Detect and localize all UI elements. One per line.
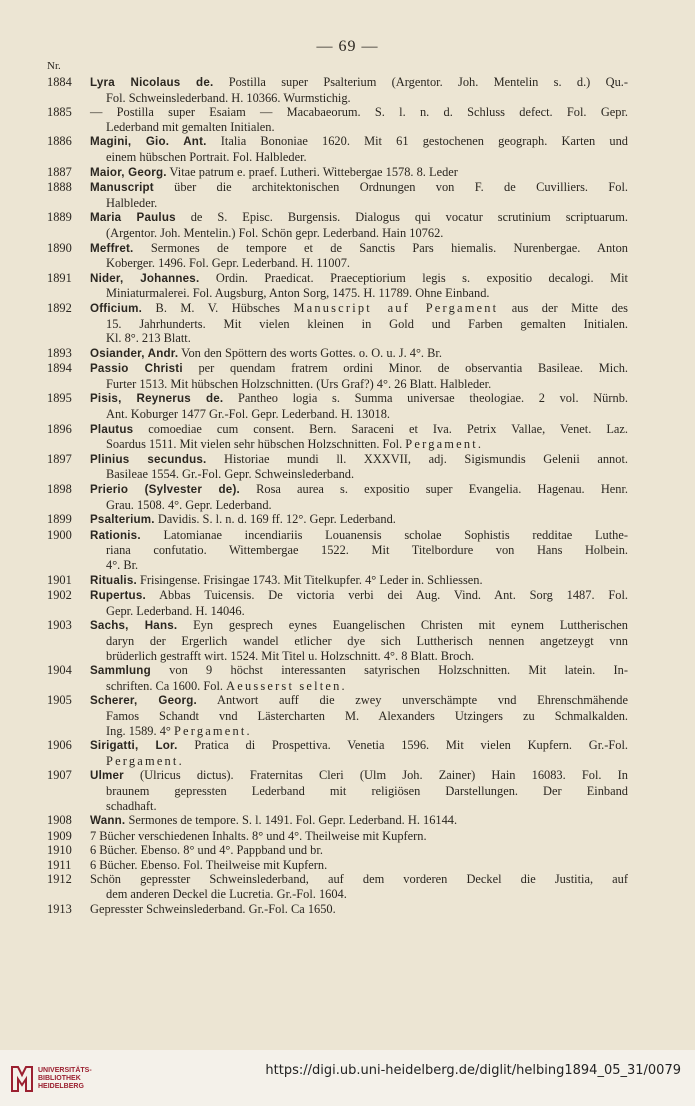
entry-author: Nider, Johannes. bbox=[90, 271, 200, 285]
entry-description: Grau. 1508. 4°. Gepr. Lederband. bbox=[106, 497, 272, 512]
entry-description: aus der Mitte des bbox=[498, 300, 628, 315]
entry-line bbox=[90, 618, 628, 634]
entry-author: Maria Paulus bbox=[90, 211, 176, 225]
entry-description: Lederband mit gemalten Initialen. bbox=[106, 119, 275, 134]
entry-line bbox=[90, 317, 628, 332]
source-url[interactable]: https://digi.ub.uni-heidelberg.de/diglit/helbing1894_05_31/0079 bbox=[265, 1063, 681, 1078]
entry-line bbox=[90, 134, 628, 150]
entry-author: Sachs, Hans. bbox=[90, 619, 178, 633]
entry-line bbox=[90, 543, 628, 558]
entry-author: Osiander, Andr. bbox=[90, 346, 179, 360]
entry-line bbox=[90, 286, 628, 301]
entry-number: 1887 bbox=[47, 164, 72, 179]
entry-number: 1895 bbox=[47, 391, 72, 406]
entry-description: per quendam fratrem ordini Minor. de observantia Basileae. Mich. bbox=[182, 361, 628, 376]
entry-text bbox=[90, 241, 628, 271]
catalogue-entry bbox=[0, 271, 695, 301]
entry-line bbox=[90, 120, 628, 135]
entry-line bbox=[90, 902, 628, 917]
institution-line: BIBLIOTHEK bbox=[38, 1075, 81, 1082]
entry-description: 4°. Br. bbox=[106, 558, 139, 572]
entry-number: 1907 bbox=[47, 768, 72, 783]
catalogue-entry bbox=[0, 829, 695, 844]
entry-text bbox=[90, 738, 628, 768]
entry-description: Ant. Koburger 1477 Gr.-Fol. Gepr. Lederband. H. 13018. bbox=[106, 407, 391, 422]
entry-emphasis: Pergament. bbox=[173, 723, 252, 738]
entry-text bbox=[90, 902, 628, 917]
entry-number: 1908 bbox=[47, 813, 72, 828]
catalogue-entry bbox=[0, 180, 695, 210]
entry-description: daryn der Ergerlich wandel etlicher dye sich Luttherisch nennen angetzeygt vnn bbox=[106, 633, 628, 648]
entry-line bbox=[90, 105, 628, 120]
catalogue-entry bbox=[0, 843, 695, 858]
entry-line bbox=[90, 843, 628, 858]
entry-line bbox=[90, 196, 628, 211]
entry-number: 1912 bbox=[47, 872, 72, 887]
entry-number: 1911 bbox=[47, 857, 72, 872]
entry-line bbox=[90, 512, 628, 528]
entry-line bbox=[90, 437, 628, 452]
institution-line: UNIVERSITÄTS- bbox=[38, 1067, 92, 1074]
entry-line bbox=[90, 165, 628, 181]
entry-line bbox=[90, 784, 628, 799]
entry-description: Basileae 1554. Gr.-Fol. Gepr. Schweinslederband. bbox=[106, 467, 355, 482]
entry-text bbox=[90, 452, 628, 482]
entry-description: Postilla super Psalterium (Argentor. Joh. Mentelin s. d.) Qu.- bbox=[213, 75, 628, 89]
entry-description: Frisingense. Frisingae 1743. Mit Titelkupfer. 4° Leder in. Schliessen. bbox=[136, 572, 483, 587]
catalogue-entry bbox=[0, 165, 695, 181]
entry-author: Plinius secundus. bbox=[90, 452, 207, 466]
entry-description: Gepresster Schweinslederband. Gr.-Fol. Ca 1650. bbox=[90, 901, 336, 916]
catalogue-entry bbox=[0, 301, 695, 346]
entry-author: Prierio (Sylvester de). bbox=[90, 483, 240, 497]
entry-line bbox=[90, 709, 628, 724]
entry-number: 1913 bbox=[47, 901, 72, 916]
entry-line bbox=[90, 361, 628, 377]
entry-emphasis: Manuscript auf Pergament bbox=[293, 300, 499, 315]
entry-description: schriften. Ca 1600. Fol. bbox=[106, 678, 227, 693]
entry-description: 6 Bücher. Ebenso. Fol. Theilweise mit Kupfern. bbox=[90, 857, 328, 872]
entry-description: Italia Bononiae 1620. Mit 61 gestochenen geograph. Karten und bbox=[206, 134, 628, 149]
entry-line bbox=[90, 558, 628, 573]
library-logo-icon bbox=[8, 1063, 36, 1095]
entry-line bbox=[90, 663, 628, 679]
entry-text bbox=[90, 105, 628, 134]
entry-number: 1888 bbox=[47, 180, 72, 195]
entry-description: Ing. 1589. 4° bbox=[106, 723, 174, 738]
entry-author: Officium. bbox=[90, 301, 143, 315]
entry-number: 1905 bbox=[47, 693, 72, 708]
entry-author: Meffret. bbox=[90, 241, 134, 255]
entry-description: Miniaturmalerei. Fol. Augsburg, Anton Sorg, 1475. H. 11789. Ohne Einband. bbox=[106, 286, 490, 301]
entry-line bbox=[90, 422, 628, 438]
catalogue-entry bbox=[0, 482, 695, 512]
entry-number: 1903 bbox=[47, 618, 72, 633]
entry-line bbox=[90, 738, 628, 754]
footer bbox=[0, 1050, 695, 1106]
entry-number: 1886 bbox=[47, 134, 72, 149]
entry-text bbox=[90, 843, 628, 858]
entry-line bbox=[90, 180, 628, 196]
entry-number: 1897 bbox=[47, 451, 72, 466]
entry-line bbox=[90, 679, 628, 694]
entry-text bbox=[90, 588, 628, 618]
entry-author: Passio Christi bbox=[90, 362, 183, 376]
entry-text bbox=[90, 75, 628, 105]
catalogue-entry bbox=[0, 512, 695, 528]
entry-author: Scherer, Georg. bbox=[90, 694, 197, 708]
entry-line bbox=[90, 799, 628, 814]
entry-number: 1891 bbox=[47, 270, 72, 285]
entry-description: Vitae patrum e. praef. Lutheri. Wittebergae 1578. 8. Leder bbox=[166, 164, 458, 179]
entry-line bbox=[90, 887, 628, 902]
entry-number: 1884 bbox=[47, 75, 72, 89]
entry-description: Gepr. Lederband. H. 14046. bbox=[106, 603, 245, 618]
entry-author: Manuscript bbox=[90, 181, 154, 195]
entry-description: Pantheo logia s. Summa universae theologiae. 2 vol. Nürnb. bbox=[223, 391, 628, 406]
entry-line bbox=[90, 301, 628, 317]
catalogue-entry bbox=[0, 391, 695, 421]
entry-number: 1885 bbox=[47, 105, 72, 120]
entry-line bbox=[90, 588, 628, 604]
entry-description: Eyn gesprech eynes Euangelischen Christen mit eynem Luttherischen bbox=[177, 618, 628, 633]
entry-description: 15. Jahrhunderts. Mit vielen kleinen in Gold und Farben gemalten Initialen. bbox=[106, 316, 628, 331]
entry-author: Lyra Nicolaus de. bbox=[90, 76, 214, 89]
catalogue-entry bbox=[0, 872, 695, 901]
entry-description: Historiae mundi ll. XXXVII, adj. Sigismundis Gelenii annot. bbox=[206, 451, 628, 466]
entry-line bbox=[90, 498, 628, 513]
entry-description: Soardus 1511. Mit vielen sehr hübschen Holzschnitten. Fol. bbox=[106, 437, 406, 452]
entry-text bbox=[90, 165, 628, 181]
entry-author: Ulmer bbox=[90, 769, 124, 783]
entry-description: einem hübschen Portrait. Fol. Halbleder. bbox=[106, 149, 307, 164]
entry-line bbox=[90, 649, 628, 664]
catalogue-entries bbox=[0, 75, 695, 916]
entry-line bbox=[90, 724, 628, 739]
catalogue-entry bbox=[0, 422, 695, 452]
entry-description: braunem gepressten Lederband mit religiösen Darstellungen. Der Einband bbox=[106, 783, 628, 798]
entry-text bbox=[90, 361, 628, 391]
catalogue-entry bbox=[0, 528, 695, 573]
entry-text bbox=[90, 768, 628, 813]
catalogue-entry bbox=[0, 768, 695, 813]
entry-description: schadhaft. bbox=[106, 798, 157, 813]
entry-line bbox=[90, 377, 628, 392]
entry-line bbox=[90, 226, 628, 241]
entry-description: Famos Schandt vnd Lästercharten M. Alexanders Utzingers zu Schmalkalden. bbox=[106, 708, 628, 723]
entry-description: brüderlich gestrafft wirt. 1524. Mit Titel u. Holzschnitt. 4°. 8 Blatt. Broch. bbox=[106, 648, 475, 663]
page-number: — 69 — bbox=[316, 38, 379, 55]
entry-line bbox=[90, 271, 628, 287]
entry-text bbox=[90, 528, 628, 573]
entry-author: Sammlung bbox=[90, 664, 151, 678]
entry-line bbox=[90, 256, 628, 271]
catalogue-entry bbox=[0, 105, 695, 134]
entry-description: Pratica di Prospettiva. Venetia 1596. Mit vielen Kupfern. Gr.-Fol. bbox=[177, 738, 628, 753]
entry-number: 1904 bbox=[47, 663, 72, 678]
entry-description: Sermones de tempore et de Sanctis Pars hiemalis. Nurenbergae. Anton bbox=[133, 240, 628, 255]
entry-line bbox=[90, 872, 628, 887]
entry-description: de S. Episc. Burgensis. Dialogus qui vocatur scrutinium scriptuarum. bbox=[175, 210, 628, 225]
entry-number: 1893 bbox=[47, 345, 72, 360]
catalogue-entry bbox=[0, 663, 695, 693]
catalogue-entry bbox=[0, 75, 695, 105]
entry-text bbox=[90, 829, 628, 844]
entry-text bbox=[90, 210, 628, 240]
entry-line bbox=[90, 604, 628, 619]
entry-description: Latomianae incendiariis Louanensis scholae Sophistis redditae Luthe- bbox=[140, 527, 628, 542]
entry-line bbox=[90, 467, 628, 482]
entry-author: Rationis. bbox=[90, 528, 141, 542]
entry-emphasis: Pergament. bbox=[405, 437, 484, 452]
entry-description: 6 Bücher. Ebenso. 8° und 4°. Pappband und br. bbox=[90, 843, 323, 858]
entry-description: Sermones de tempore. S. l. 1491. Fol. Gepr. Lederband. H. 16144. bbox=[125, 813, 458, 828]
entry-description: Schön gepresster Schweinslederband, auf dem vorderen Deckel die Justitia, auf bbox=[90, 872, 628, 887]
entry-emphasis: Aeusserst selten. bbox=[226, 678, 347, 693]
entry-description: — Postilla super Esaiam — Macabaeorum. S. l. n. d. Schluss defect. Fol. Gepr. bbox=[90, 105, 628, 120]
entry-description: Rosa aurea s. expositio super Evangelia. Hagenau. Henr. bbox=[239, 482, 628, 497]
entry-description: 7 Bücher verschiedenen Inhalts. 8° und 4°. Theilweise mit Kupfern. bbox=[90, 828, 427, 843]
entry-text bbox=[90, 813, 628, 829]
entry-number: 1901 bbox=[47, 572, 72, 587]
entry-text bbox=[90, 134, 628, 164]
entry-author: Pisis, Reynerus de. bbox=[90, 392, 224, 406]
entry-description: Furter 1513. Mit hübschen Holzschnitten. (Urs Graf?) 4°. 26 Blatt. Halbleder. bbox=[106, 376, 492, 391]
entry-author: Maior, Georg. bbox=[90, 165, 167, 179]
entry-text bbox=[90, 391, 628, 421]
entry-text bbox=[90, 512, 628, 528]
entry-number: 1899 bbox=[47, 512, 72, 527]
entry-number: 1902 bbox=[47, 588, 72, 603]
entry-line bbox=[90, 528, 628, 544]
entry-number: 1900 bbox=[47, 527, 72, 542]
entry-description: Ordin. Praedicat. Praeceptiorium legis s. expositio decalogi. Mit bbox=[199, 270, 628, 285]
entry-description: dem anderen Deckel die Lucretia. Gr.-Fol. 1604. bbox=[106, 887, 347, 902]
entry-author: Psalterium. bbox=[90, 513, 155, 527]
entry-text bbox=[90, 271, 628, 301]
entry-description: riana confutatio. Wittembergae 1522. Mit Titelbordure von Hans Holbein. bbox=[106, 543, 628, 558]
entry-number: 1892 bbox=[47, 300, 72, 315]
entry-author: Wann. bbox=[90, 814, 126, 828]
entry-number: 1910 bbox=[47, 843, 72, 858]
entry-line bbox=[90, 331, 628, 346]
catalogue-entry bbox=[0, 452, 695, 482]
entry-line bbox=[90, 241, 628, 257]
entry-line bbox=[90, 858, 628, 873]
entry-description: Kl. 8°. 213 Blatt. bbox=[106, 331, 191, 346]
entry-number: 1889 bbox=[47, 210, 72, 225]
entry-line bbox=[90, 768, 628, 784]
entry-text bbox=[90, 693, 628, 738]
entry-line bbox=[90, 75, 628, 91]
entry-text bbox=[90, 422, 628, 452]
entry-line bbox=[90, 813, 628, 829]
entry-description: Davidis. S. l. n. d. 169 ff. 12°. Gepr. Lederband. bbox=[154, 512, 396, 527]
entry-line bbox=[90, 482, 628, 498]
entry-description: Von den Spöttern des worts Gottes. o. O. u. J. 4°. Br. bbox=[178, 345, 442, 360]
entry-number: 1896 bbox=[47, 421, 72, 436]
entry-description: (Ulricus dictus). Fraternitas Cleri (Ulm Joh. Zainer) Hain 16083. Fol. In bbox=[123, 768, 628, 783]
entry-text bbox=[90, 663, 628, 693]
entry-description: B. M. V. Hübsches bbox=[142, 300, 294, 315]
entry-text bbox=[90, 482, 628, 512]
catalogue-entry bbox=[0, 902, 695, 917]
catalogue-entry bbox=[0, 738, 695, 768]
entry-number: 1894 bbox=[47, 361, 72, 376]
entry-text bbox=[90, 301, 628, 346]
catalogue-entry bbox=[0, 361, 695, 391]
entry-description: Antwort auff die zwey unverschämpte vnd Ehrenschmähende bbox=[196, 693, 628, 708]
entry-text bbox=[90, 346, 628, 362]
entry-author: Plautus bbox=[90, 422, 134, 436]
entry-text bbox=[90, 180, 628, 210]
entry-line bbox=[90, 693, 628, 709]
entry-description: Koberger. 1496. Fol. Gepr. Lederband. H. 11007. bbox=[106, 256, 350, 271]
nr-label: Nr. bbox=[47, 60, 61, 72]
entry-text bbox=[90, 573, 628, 589]
entry-emphasis: Pergament. bbox=[106, 753, 184, 768]
entry-description: von 9 höchst interessanten satyrischen Holzschnitten. Mit latein. In- bbox=[150, 663, 628, 678]
entry-description: (Argentor. Joh. Mentelin.) Fol. Schön gepr. Lederband. Hain 10762. bbox=[106, 225, 444, 240]
institution-name bbox=[38, 1067, 92, 1091]
entry-text bbox=[90, 618, 628, 663]
entry-description: über die architektonischen Ordnungen von F. de Cuvilliers. Fol. bbox=[153, 180, 628, 195]
entry-author: Rupertus. bbox=[90, 589, 146, 603]
catalogue-entry bbox=[0, 693, 695, 738]
entry-description: Fol. Schweinslederband. H. 10366. Wurmstichig. bbox=[106, 90, 351, 105]
catalogue-entry bbox=[0, 858, 695, 873]
entry-line bbox=[90, 346, 628, 362]
catalogue-entry bbox=[0, 210, 695, 240]
catalogue-entry bbox=[0, 573, 695, 589]
entry-description: Halbleder. bbox=[106, 195, 158, 210]
entry-author: Magini, Gio. Ant. bbox=[90, 135, 207, 149]
entry-line bbox=[90, 91, 628, 106]
entry-description: Abbas Tuicensis. De victoria verbi dei Aug. Vind. Ant. Sorg 1487. Fol. bbox=[145, 588, 628, 603]
entry-number: 1909 bbox=[47, 828, 72, 843]
entry-author: Ritualis. bbox=[90, 573, 137, 587]
entry-text bbox=[90, 858, 628, 873]
entry-number: 1906 bbox=[47, 738, 72, 753]
entry-number: 1890 bbox=[47, 240, 72, 255]
catalogue-entry bbox=[0, 241, 695, 271]
entry-text bbox=[90, 872, 628, 901]
entry-line bbox=[90, 634, 628, 649]
entry-line bbox=[90, 407, 628, 422]
entry-line bbox=[90, 754, 628, 769]
catalogue-entry bbox=[0, 813, 695, 829]
entry-author: Sirigatti, Lor. bbox=[90, 739, 178, 753]
catalogue-entry bbox=[0, 346, 695, 362]
entry-line bbox=[90, 210, 628, 226]
entry-line bbox=[90, 573, 628, 589]
entry-line bbox=[90, 452, 628, 468]
catalogue-entry bbox=[0, 618, 695, 663]
catalogue-entry bbox=[0, 588, 695, 618]
entry-line bbox=[90, 829, 628, 844]
entry-description: comoediae cum consent. Bern. Saraceni et Iva. Petrix Vallae, Venet. Laz. bbox=[133, 421, 628, 436]
entry-line bbox=[90, 391, 628, 407]
entry-line bbox=[90, 150, 628, 165]
institution-line: HEIDELBERG bbox=[38, 1083, 84, 1090]
catalogue-entry bbox=[0, 134, 695, 164]
entry-number: 1898 bbox=[47, 482, 72, 497]
